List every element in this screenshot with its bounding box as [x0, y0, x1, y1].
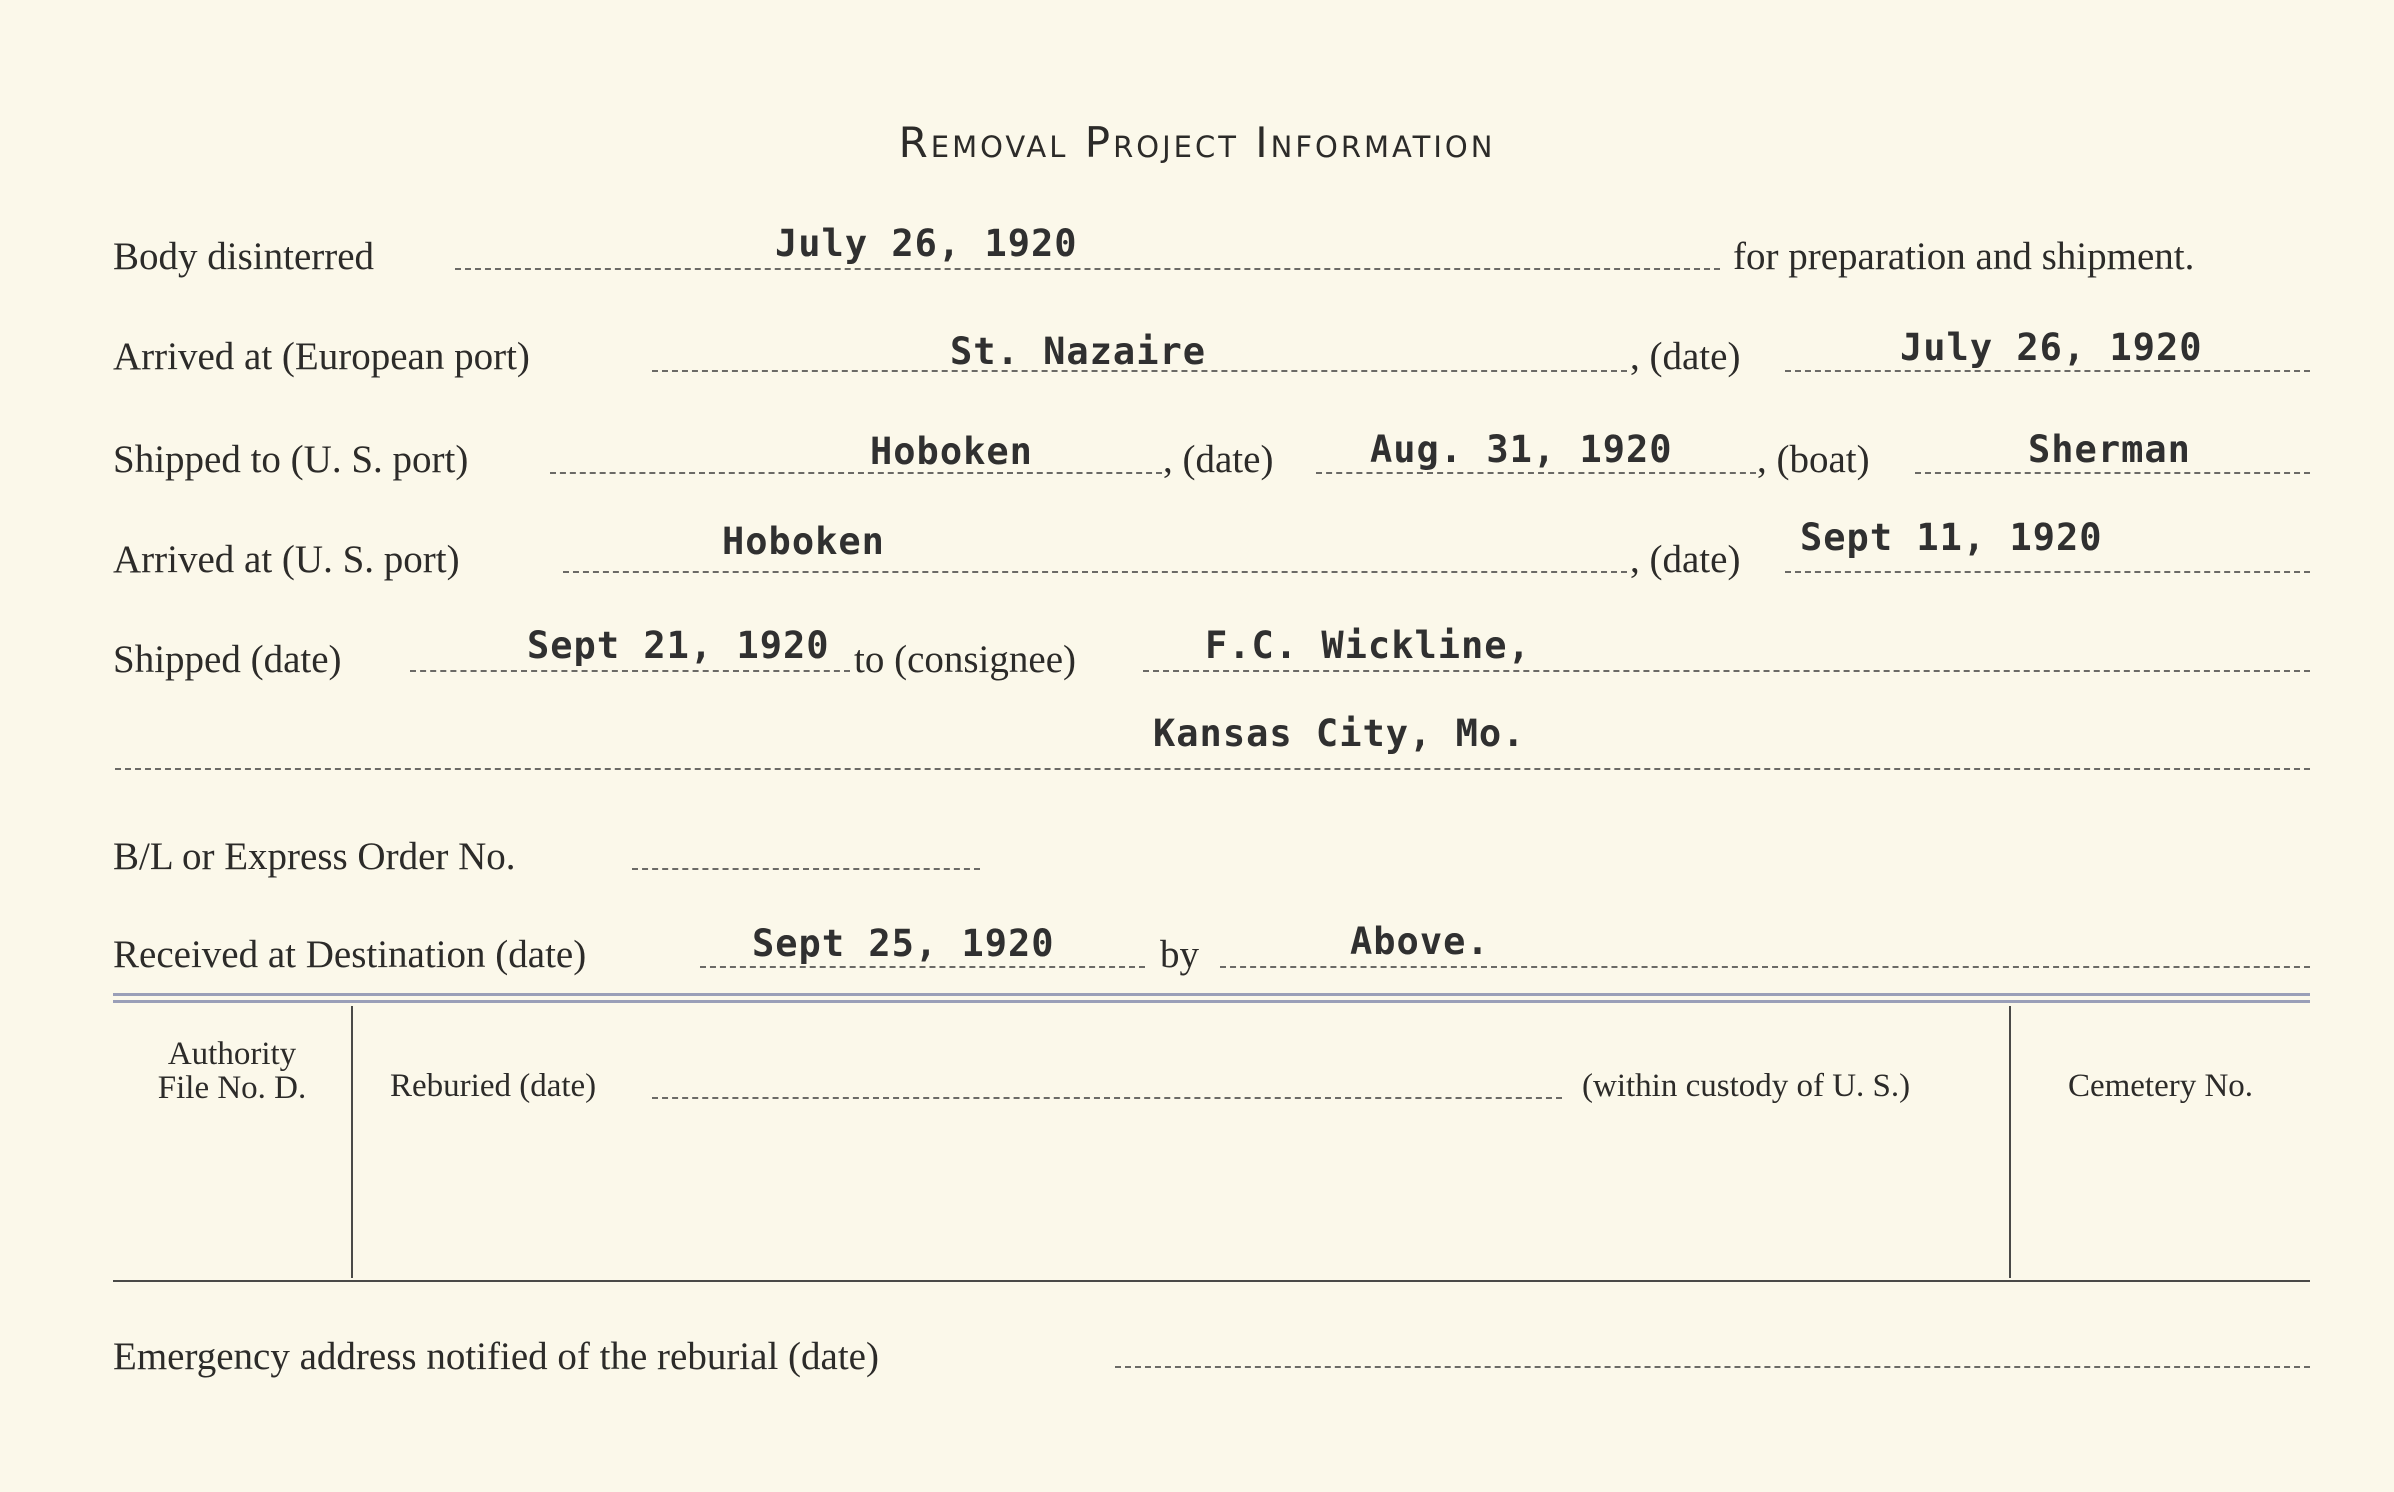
bl-order-label: B/L or Express Order No. [113, 835, 516, 878]
shipped-us-value: Hoboken [870, 430, 1033, 473]
received-by-label: by [1160, 933, 1199, 976]
emergency-label: Emergency address notified of the reburial (date) [113, 1335, 879, 1378]
shipped-value: Sept 21, 1920 [527, 624, 830, 667]
consignee-value: F.C. Wickline, [1205, 624, 1531, 667]
arrived-european-value: St. Nazaire [950, 330, 1207, 373]
arrived-european-date-line [1785, 370, 2310, 372]
received-by-line [1220, 966, 2310, 968]
disinterred-suffix: for preparation and shipment. [1733, 235, 2195, 278]
reburied-line [652, 1097, 1562, 1099]
disinterred-line [455, 268, 1720, 270]
table-divider-left [351, 1006, 353, 1278]
arrived-us-date-line [1785, 571, 2310, 573]
shipped-us-date-line [1316, 472, 1756, 474]
arrived-european-date-value: July 26, 1920 [1900, 326, 2203, 369]
arrived-us-date-label: , (date) [1630, 538, 1741, 581]
bl-order-line [632, 868, 980, 870]
received-by-value: Above. [1350, 920, 1490, 963]
disinterred-value: July 26, 1920 [775, 222, 1078, 265]
shipped-us-date-value: Aug. 31, 1920 [1370, 428, 1673, 471]
arrived-us-value: Hoboken [722, 520, 885, 563]
arrived-european-date-label: , (date) [1630, 335, 1741, 378]
shipped-us-boat-line [1915, 472, 2310, 474]
table-top-rule [113, 993, 2310, 996]
shipped-us-boat-value: Sherman [2028, 428, 2191, 471]
arrived-european-label: Arrived at (European port) [113, 335, 530, 378]
cemetery-label: Cemetery No. [2067, 1068, 2254, 1104]
arrived-us-line [563, 571, 1627, 573]
shipped-us-line [550, 472, 1162, 474]
shipped-label: Shipped (date) [113, 638, 342, 681]
consignee-line [1143, 670, 2310, 672]
received-line [700, 966, 1145, 968]
table-divider-right [2009, 1006, 2011, 1278]
page-title: Removal Project Information [898, 118, 1496, 167]
consignee-value-2: Kansas City, Mo. [1153, 712, 1526, 755]
reburied-label: Reburied (date) [390, 1068, 597, 1104]
table-top-rule-2 [113, 1000, 2310, 1003]
file-no-label: File No. D. [157, 1070, 307, 1106]
arrived-us-date-value: Sept 11, 1920 [1800, 516, 2103, 559]
arrived-us-label: Arrived at (U. S. port) [113, 538, 460, 581]
disinterred-label: Body disinterred [113, 235, 375, 278]
custody-label: (within custody of U. S.) [1582, 1068, 1911, 1104]
authority-label: Authority [167, 1036, 297, 1072]
emergency-line [1115, 1366, 2310, 1368]
received-label: Received at Destination (date) [113, 933, 587, 976]
shipped-us-label: Shipped to (U. S. port) [113, 438, 469, 481]
shipped-line [410, 670, 850, 672]
shipped-us-boat-label: , (boat) [1757, 438, 1870, 481]
table-bottom-rule [113, 1280, 2310, 1282]
consignee-line-2 [115, 768, 2310, 770]
shipped-us-date-label: , (date) [1163, 438, 1274, 481]
consignee-label: to (consignee) [854, 638, 1077, 681]
received-value: Sept 25, 1920 [752, 922, 1055, 965]
